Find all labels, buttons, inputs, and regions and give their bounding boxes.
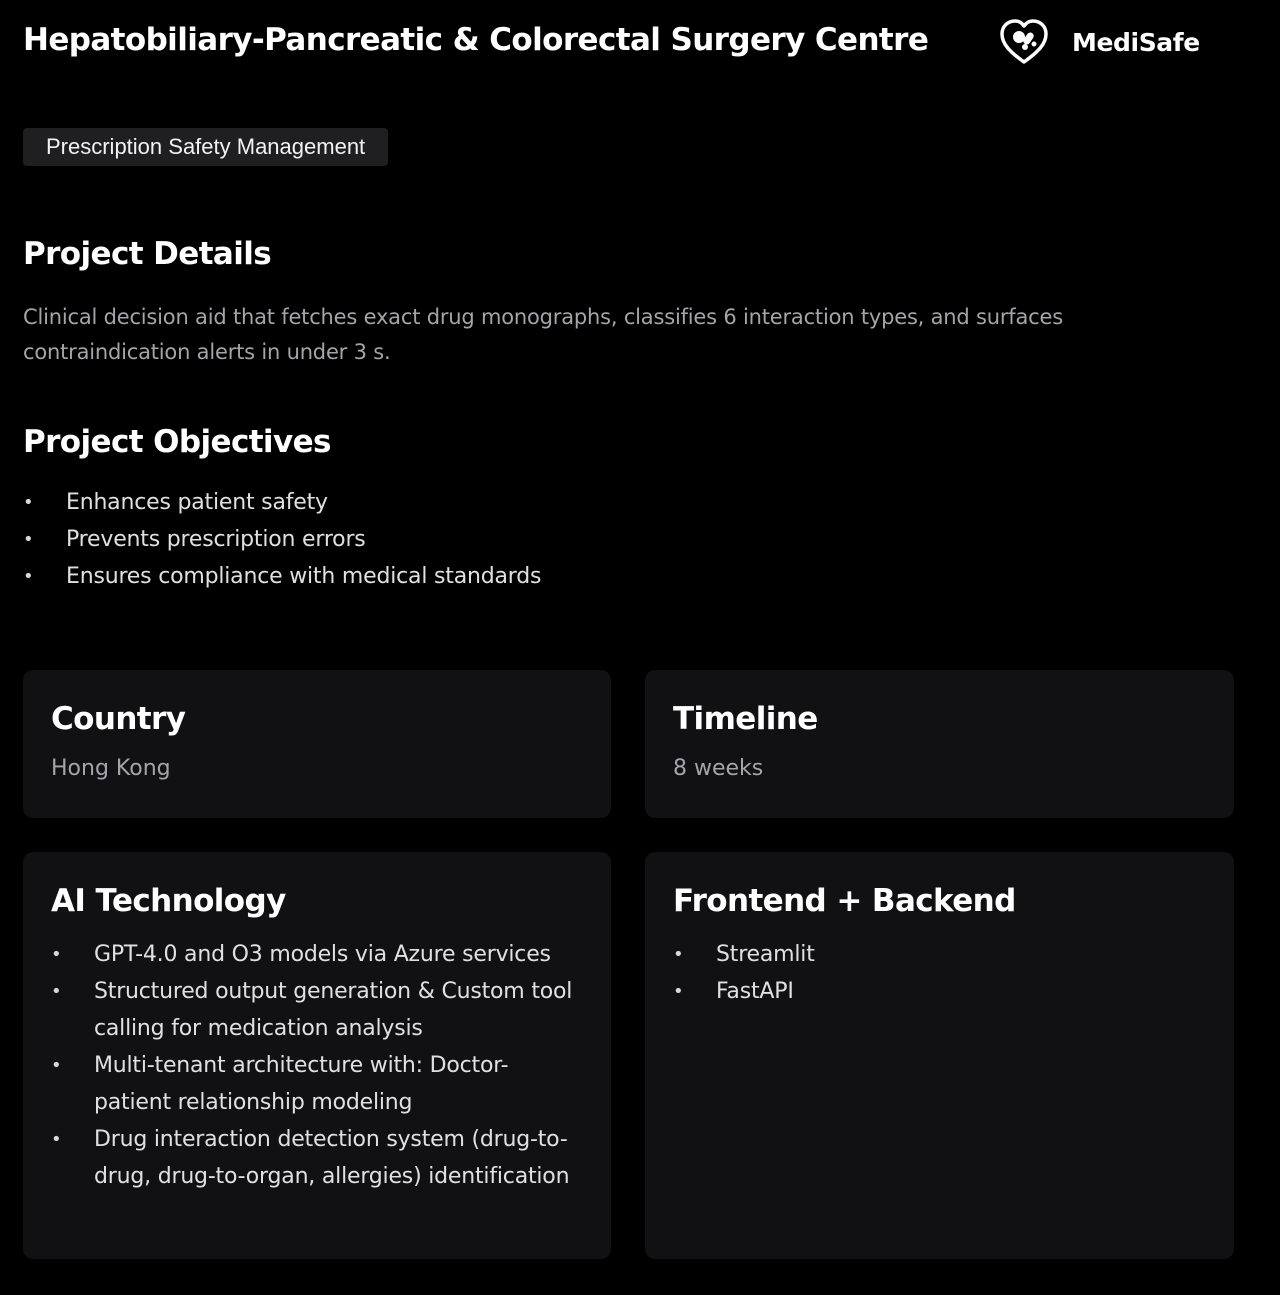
frontend-backend-title: Frontend + Backend — [673, 883, 1016, 919]
frontend-backend-card — [645, 852, 1234, 1259]
bullet-icon: • — [51, 981, 62, 1002]
list-item: • GPT-4.0 and O3 models via Azure services — [51, 936, 583, 973]
country-card — [23, 670, 611, 818]
frontend-backend-list — [673, 936, 1206, 1010]
brand[interactable] — [998, 16, 1200, 68]
objectives-list — [23, 484, 541, 595]
bullet-icon: • — [23, 566, 34, 587]
page-title: Hepatobiliary-Pancreatic & Colorectal Surgery Centre — [23, 22, 929, 58]
category-tag: Prescription Safety Management — [23, 128, 388, 166]
list-item: • Streamlit — [673, 936, 1206, 973]
timeline-card — [645, 670, 1234, 818]
list-item: • Ensures compliance with medical standards — [23, 558, 541, 595]
list-item: • Prevents prescription errors — [23, 521, 541, 558]
bullet-icon: • — [673, 944, 684, 965]
ai-technology-title: AI Technology — [51, 883, 286, 919]
bullet-icon: • — [23, 492, 34, 513]
list-item: • Drug interaction detection system (drug-to-drug, drug-to-organ, allergies) identification — [51, 1121, 583, 1195]
bullet-icon: • — [51, 944, 62, 965]
project-details-title: Project Details — [23, 236, 272, 272]
project-objectives-title: Project Objectives — [23, 424, 331, 460]
heart-pills-logo-icon — [998, 16, 1050, 68]
bullet-icon: • — [51, 1055, 62, 1076]
list-item: • Structured output generation & Custom tool calling for medication analysis — [51, 973, 583, 1047]
project-details-text: Clinical decision aid that fetches exact drug monographs, classifies 6 interaction types, and surfaces contraindication alerts in under 3 s. — [23, 305, 1063, 364]
timeline-title: Timeline — [673, 701, 818, 737]
country-title: Country — [51, 701, 186, 737]
timeline-value: 8 weeks — [673, 756, 764, 781]
list-item: • FastAPI — [673, 973, 1206, 1010]
bullet-icon: • — [51, 1129, 62, 1150]
bullet-icon: • — [673, 981, 684, 1002]
ai-technology-list — [51, 936, 583, 1195]
list-item: • Multi-tenant architecture with: Doctor-patient relationship modeling — [51, 1047, 583, 1121]
brand-name: MediSafe — [1072, 27, 1200, 57]
list-item: • Enhances patient safety — [23, 484, 541, 521]
bullet-icon: • — [23, 529, 34, 550]
ai-technology-card — [23, 852, 611, 1259]
country-value: Hong Kong — [51, 756, 171, 781]
